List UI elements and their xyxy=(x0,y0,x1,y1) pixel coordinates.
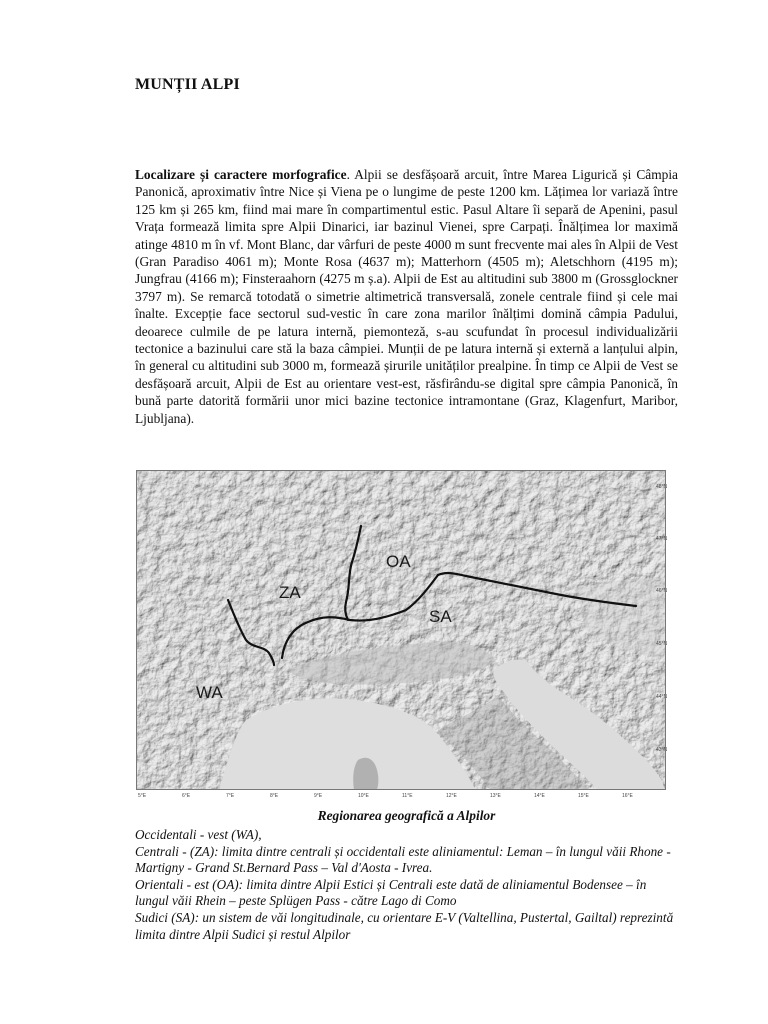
legend-item-east: Orientali - est (OA): limita dintre Alpii Estici și Centrali este dată de aliniamentul Bodensee – în lungul văii Rhein – peste Splügen Pass - către Lago di Como xyxy=(135,876,647,909)
lat-tick: 47°N xyxy=(656,536,668,542)
lon-tick: 9°E xyxy=(314,793,323,799)
intro-heading: Localizare și caractere morfografice xyxy=(135,167,347,182)
lon-tick: 16°E xyxy=(622,793,633,799)
lat-tick: 44°N xyxy=(656,694,668,700)
lon-tick: 11°E xyxy=(402,793,413,799)
map-svg xyxy=(136,470,666,800)
region-label-za: ZA xyxy=(279,583,301,602)
region-label-oa: OA xyxy=(386,552,411,571)
region-label-sa: SA xyxy=(429,607,452,626)
region-label-wa: WA xyxy=(196,683,223,702)
lon-tick: 5°E xyxy=(138,793,147,799)
lat-tick: 46°N xyxy=(656,588,668,594)
lon-tick: 12°E xyxy=(446,793,457,799)
lon-tick: 6°E xyxy=(182,793,191,799)
lat-tick: 43°N xyxy=(656,747,668,753)
intro-paragraph xyxy=(135,166,678,427)
lon-tick: 13°E xyxy=(490,793,501,799)
lon-tick: 8°E xyxy=(270,793,279,799)
legend-item-west: Occidentali - vest (WA), xyxy=(135,827,262,842)
lat-tick: 48°N xyxy=(656,484,668,490)
lon-tick: 10°E xyxy=(358,793,369,799)
lat-tick: 45°N xyxy=(656,641,668,647)
map-caption: Regionarea geografică a Alpilor xyxy=(317,808,496,823)
lon-tick: 7°E xyxy=(226,793,235,799)
lon-tick: 14°E xyxy=(534,793,545,799)
intro-body: . Alpii se desfășoară arcuit, între Marea Ligurică și Câmpia Panonică, aproximativ între Nice și Viena pe o lungime de peste 1200 km. Lățimea lor variază între 125 km și 265 km, fiind mai mare în compartimentul estic. Pasul Altare îi separă de Apenini, pasul Vrața formează limita spre Alpii Dinarici, iar bazinul Vienei, spre Carpați. Înălțimea lor maximă atinge 4810 m în vf. Mont Blanc, dar vârfuri de peste 4000 m sunt frecvente mai ales în Alpii de Vest (Gran Paradiso 4061 m); Monte Rosa (4637 m); Matterhorn (4505 m); Aletschhorn (4195 m); Jungfrau (4166 m); Finsteraahorn (4275 m ș.a). Alpii de Est au altitudini sub 3800 m (Grossglockner 3797 m). Se remarcă totodată o simetrie altimetrică transversală, zonele centrale fiind și cele mai înalte. Excepție face sectorul sud-vestic în care zona marilor înălțimi domină câmpia Padului, deoarece culmile de pe latura internă, piemonteză, s-au scufundat în procesul individualizării tectonice a bazinului care stă la baza câmpiei. Munții de pe latura internă și externă a lanțului alpin, în general cu altitudini sub 3000 m, formează șirurile unităților prealpine. În timp ce Alpii de Vest se desfășoară arcuit, Alpii de Est au orientare vest-est, răsfirându-se digital spre câmpia Panonică, în bună parte datorită formării unor mici bazine tectonice intramontane (Graz, Klagenfurt, Maribor, Ljubljana). xyxy=(135,167,678,426)
alps-relief-map xyxy=(136,470,666,800)
page-title: MUNȚII ALPI xyxy=(135,76,240,93)
lon-tick: 15°E xyxy=(578,793,589,799)
legend-item-south: Sudici (SA): un sistem de văi longitudinale, cu orientare E-V (Valtellina, Pustertal, Gailtal) reprezintă limita dintre Alpii Sudici și restul Alpilor xyxy=(135,909,674,942)
legend-item-central: Centrali - (ZA): limita dintre centrali și occidentali este aliniamentul: Leman – în lungul văii Rhone - Martigny - Grand St.Bernard Pass – Val d'Aosta - Ivrea. xyxy=(135,843,671,876)
map-legend xyxy=(135,827,680,943)
